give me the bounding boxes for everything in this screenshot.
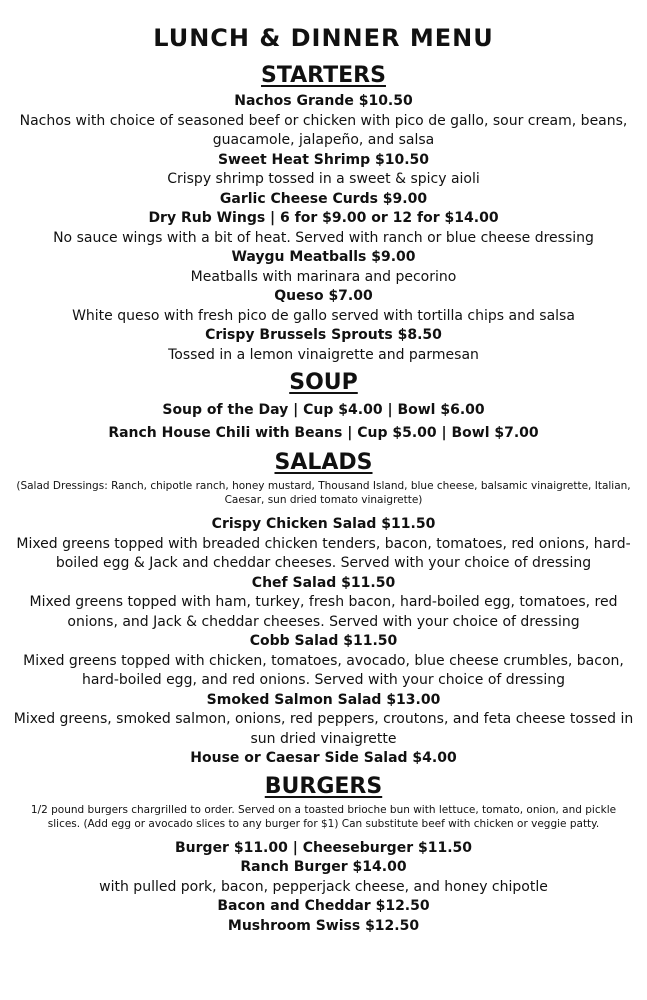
- soup-section: [0, 369, 647, 445]
- menu-item-name: Nachos Grande $10.50: [234, 93, 413, 109]
- menu-item-name: Waygu Meatballs $9.00: [231, 249, 416, 265]
- starters-section: [0, 62, 647, 365]
- menu-item-description: Tossed in a lemon vinaigrette and parmesan: [168, 346, 479, 363]
- menu-item-description: No sauce wings with a bit of heat. Served with ranch or blue cheese dressing: [53, 229, 594, 246]
- menu-item-name: Bacon and Cheddar $12.50: [217, 898, 430, 914]
- menu-item-description: with pulled pork, bacon, pepperjack cheese, and honey chipotle: [99, 878, 548, 895]
- menu-item-name: Smoked Salmon Salad $13.00: [206, 691, 441, 708]
- menu-item-name: Crispy Brussels Sprouts $8.50: [205, 327, 442, 343]
- menu-item-name: Sweet Heat Shrimp $10.50: [217, 151, 430, 168]
- burgers-heading: BURGERS: [264, 773, 383, 799]
- burgers-section: [0, 773, 647, 937]
- salads-heading: SALADS: [274, 450, 373, 475]
- menu-item-description: Mixed greens topped with chicken, tomatoes, avocado, blue cheese crumbles, bacon, hard-boiled egg, and red onions. Served with your choice of dressing: [23, 652, 624, 688]
- menu-item-name: Garlic Cheese Curds $9.00: [219, 190, 428, 207]
- menu-item-description: Nachos with choice of seasoned beef or chicken with pico de gallo, sour cream, beans, guacamole, jalapeño, and salsa: [19, 112, 628, 148]
- menu-item-name: Ranch Burger $14.00: [240, 859, 407, 875]
- menu-title: LUNCH & DINNER MENU: [153, 24, 494, 52]
- menu-item-name: Mushroom Swiss $12.50: [227, 917, 420, 934]
- burgers-note: 1/2 pound burgers chargrilled to order. Served on a toasted brioche bun with lettuce, tomato, onion, and pickle slices. (Add egg or avocado slices to any burger for $1) Can substitute beef with chicken or veggie patty.: [30, 803, 617, 830]
- starters-heading: STARTERS: [261, 63, 386, 88]
- menu-item-name: Soup of the Day | Cup $4.00 | Bowl $6.00: [162, 402, 485, 418]
- soup-heading: SOUP: [289, 370, 358, 395]
- menu-item-description: Mixed greens, smoked salmon, onions, red peppers, croutons, and feta cheese tossed in sun dried vinaigrette: [13, 711, 634, 747]
- menu-item-name: Chef Salad $11.50: [251, 574, 396, 591]
- menu-item-name: Dry Rub Wings | 6 for $9.00 or 12 for $14.00: [148, 210, 499, 226]
- salads-section: [0, 449, 647, 769]
- menu-item-description: Meatballs with marinara and pecorino: [190, 268, 457, 285]
- menu-item-description: White queso with fresh pico de gallo served with tortilla chips and salsa: [72, 307, 575, 324]
- menu-item-description: Crispy shrimp tossed in a sweet & spicy aioli: [167, 171, 480, 187]
- menu-item-name: House or Caesar Side Salad $4.00: [190, 750, 457, 766]
- menu-item-name: Ranch House Chili with Beans | Cup $5.00 | Bowl $7.00: [108, 425, 539, 441]
- menu-item-name: Burger $11.00 | Cheeseburger $11.50: [175, 839, 472, 856]
- menu-item-name: Queso $7.00: [274, 288, 373, 304]
- menu-item-description: Mixed greens topped with ham, turkey, fresh bacon, hard-boiled egg, tomatoes, red onions, and Jack & cheddar cheeses. Served with your choice of dressing: [29, 594, 618, 630]
- menu-item-name: Crispy Chicken Salad $11.50: [211, 516, 436, 532]
- menu-item-description: Mixed greens topped with breaded chicken tenders, bacon, tomatoes, red onions, hard-boiled egg & Jack and cheddar cheeses. Served with your choice of dressing: [16, 535, 631, 571]
- menu-item-name: Cobb Salad $11.50: [249, 633, 398, 649]
- salad-dressings-note: (Salad Dressings: Ranch, chipotle ranch, honey mustard, Thousand Island, blue cheese, balsamic vinaigrette, Italian, Caesar, sun dried tomato vinaigrette): [16, 480, 631, 506]
